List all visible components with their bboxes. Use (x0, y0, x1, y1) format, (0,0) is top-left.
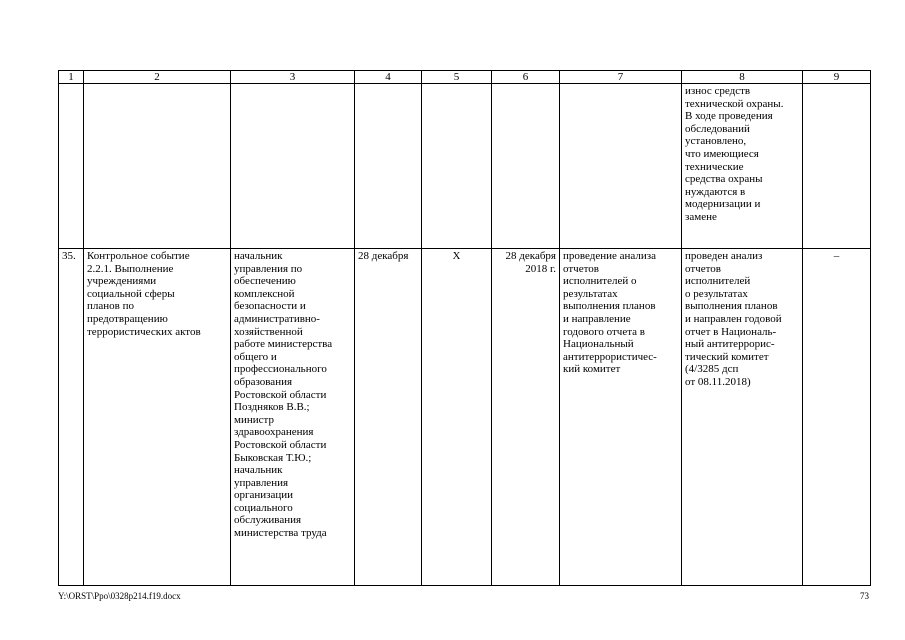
col5-cell: X (422, 249, 492, 586)
cell-empty (84, 84, 231, 249)
plan-date-cell: 28 декабря (355, 249, 422, 586)
cell-empty (355, 84, 422, 249)
column-number: 7 (560, 71, 682, 84)
result-cell: износ средств технической охраны. В ходе проведения обследований установлено, что имеющиеся технические средства охраны нуждаются в модернизации и замене (682, 84, 803, 249)
cell-empty (560, 84, 682, 249)
column-number: 1 (59, 71, 84, 84)
file-path-footer: Y:\ORST\Ppo\0328p214.f19.docx (58, 591, 181, 601)
cell-empty (492, 84, 560, 249)
planned-action-cell: проведение анализа отчетов исполнителей о результатах выполнения планов и направление годового отчета в Национальный антитеррористичес- кий комитет (560, 249, 682, 586)
cell-empty (231, 84, 355, 249)
column-number: 5 (422, 71, 492, 84)
table-row (59, 84, 871, 249)
actual-date-cell: 28 декабря 2018 г. (492, 249, 560, 586)
column-number: 8 (682, 71, 803, 84)
measures-table (58, 70, 871, 586)
responsible-cell: начальник управления по обеспечению комплексной безопасности и административно- хозяйственной работе министерства общего и профессионального образования Ростовской области Поздняков В.В.; министр здравоохранения Ростовской области Быковская Т.Ю.; начальник управления организации социального обслуживания министерства труда (231, 249, 355, 586)
result-cell: проведен анализ отчетов исполнителей о результатах выполнения планов и направлен годовой отчет в Националь- ный антитеррорис- тический комитет (4/3285 дсп от 08.11.2018) (682, 249, 803, 586)
column-number-row (59, 71, 871, 84)
event-cell: Контрольное событие 2.2.1. Выполнение учреждениями социальной сферы планов по предотвращению террористических актов (84, 249, 231, 586)
column-number: 4 (355, 71, 422, 84)
page-number: 73 (860, 591, 869, 601)
column-number: 6 (492, 71, 560, 84)
cell-empty (422, 84, 492, 249)
cell-empty (59, 84, 84, 249)
column-number: 9 (803, 71, 871, 84)
note-cell: – (803, 249, 871, 586)
row-number: 35. (59, 249, 84, 586)
column-number: 2 (84, 71, 231, 84)
table-row (59, 249, 871, 586)
cell-empty (803, 84, 871, 249)
column-number: 3 (231, 71, 355, 84)
